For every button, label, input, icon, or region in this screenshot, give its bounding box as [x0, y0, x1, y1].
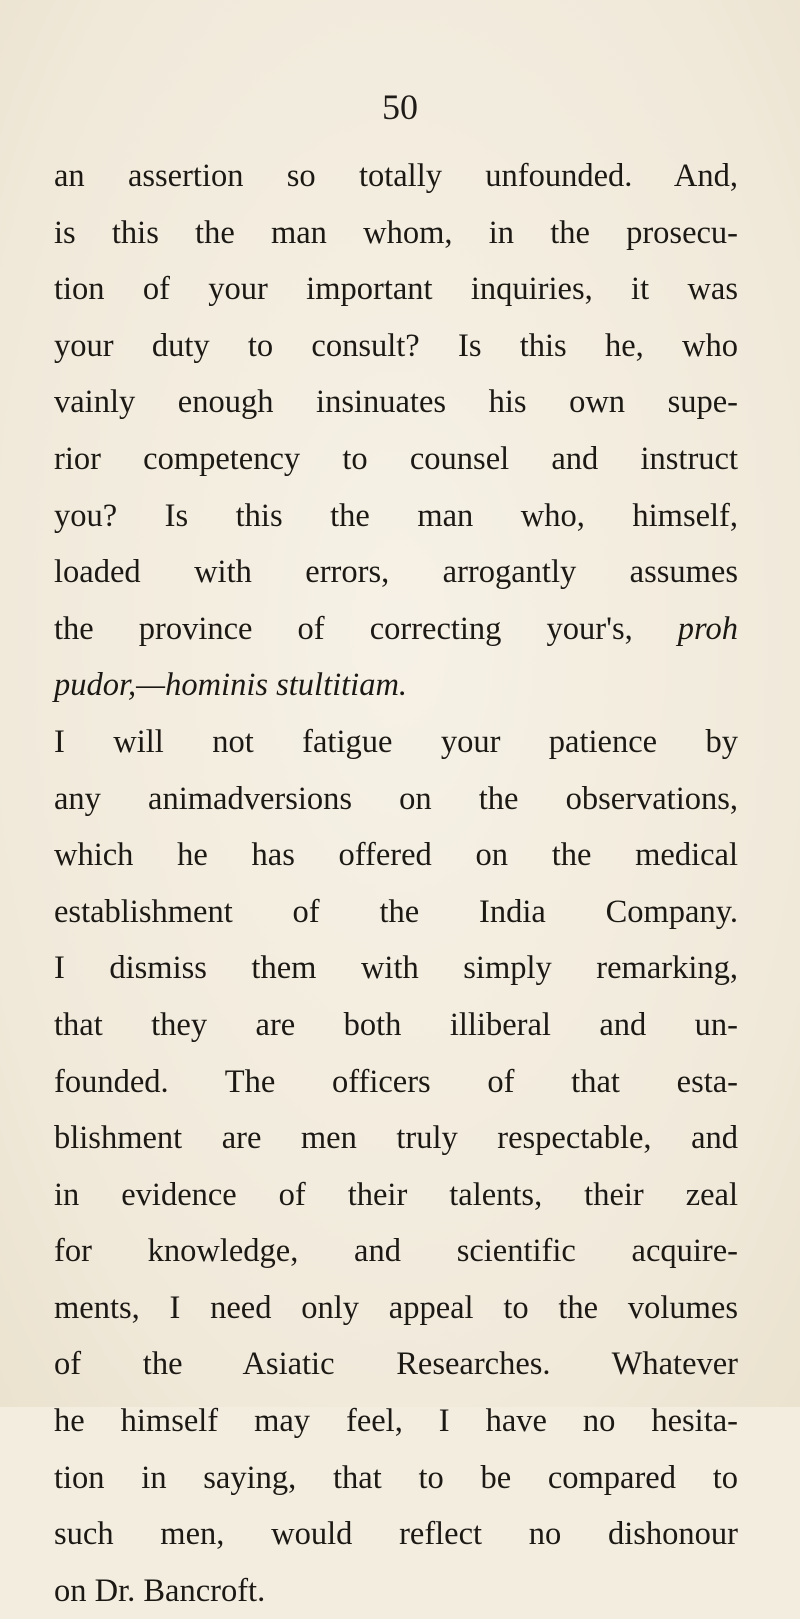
text-line — [54, 1563, 738, 1619]
line-text: is this the man whom, in the prosecu- — [54, 214, 738, 251]
text-line — [54, 1336, 738, 1393]
line-text: any animadversions on the observations, — [54, 780, 738, 817]
text-line — [54, 544, 738, 601]
line-text: rior competency to counsel and instruct — [54, 440, 738, 477]
line-text: an assertion so totally unfounded. And, — [54, 158, 738, 194]
text-line — [54, 1223, 738, 1280]
text-line — [54, 657, 738, 714]
text-line — [54, 1054, 738, 1111]
line-text: he himself may feel, I have no hesita- — [54, 1403, 738, 1440]
italic-text: pudor,—hominis stultitiam. — [54, 667, 408, 704]
text-line — [54, 714, 738, 771]
text-line — [54, 1506, 738, 1563]
text-line — [54, 997, 738, 1054]
text-line — [54, 827, 738, 884]
line-text: such men, would reflect no dishonour — [54, 1516, 738, 1553]
text-line — [54, 1167, 738, 1224]
text-line — [54, 884, 738, 941]
line-text: I dismiss them with simply remarking, — [54, 950, 738, 987]
line-text: ments, I need only appeal to the volumes — [54, 1289, 738, 1326]
text-line — [54, 205, 738, 262]
text-line — [54, 601, 738, 658]
text-line — [54, 940, 738, 997]
line-text: the province of correcting your's, — [54, 610, 678, 647]
line-text: tion in saying, that to be compared to — [54, 1459, 738, 1496]
line-text: loaded with errors, arrogantly assumes — [54, 554, 738, 591]
line-text: founded. The officers of that esta- — [54, 1063, 738, 1100]
text-line — [54, 1450, 738, 1507]
line-text: establishment of the India Company. — [54, 893, 738, 930]
text-line — [54, 1110, 738, 1167]
line-text: in evidence of their talents, their zeal — [54, 1176, 738, 1213]
line-text: for knowledge, and scientific acquire- — [54, 1233, 738, 1270]
line-text: your duty to consult? Is this he, who — [54, 327, 738, 364]
text-line — [54, 431, 738, 488]
text-line — [54, 261, 738, 318]
body-text — [54, 148, 738, 1619]
text-line — [54, 488, 738, 545]
text-line — [54, 1393, 738, 1450]
text-line — [54, 318, 738, 375]
text-line — [54, 148, 738, 205]
line-text: blishment are men truly respectable, and — [54, 1120, 738, 1157]
line-text: of the Asiatic Researches. Whatever — [54, 1346, 738, 1383]
line-text: vainly enough insinuates his own supe- — [54, 384, 738, 421]
line-text: on Dr. Bancroft. — [54, 1572, 266, 1609]
line-text: that they are both illiberal and un- — [54, 1006, 738, 1043]
italic-text: proh — [677, 610, 738, 647]
text-line — [54, 1280, 738, 1337]
line-text: tion of your important inquiries, it was — [54, 271, 738, 308]
line-text: which he has offered on the medical — [54, 837, 738, 874]
page-number: 50 — [382, 87, 418, 127]
line-text: you? Is this the man who, himself, — [54, 497, 738, 534]
text-line — [54, 771, 738, 828]
text-line — [54, 374, 738, 431]
line-text: I will not fatigue your patience by — [54, 723, 738, 760]
